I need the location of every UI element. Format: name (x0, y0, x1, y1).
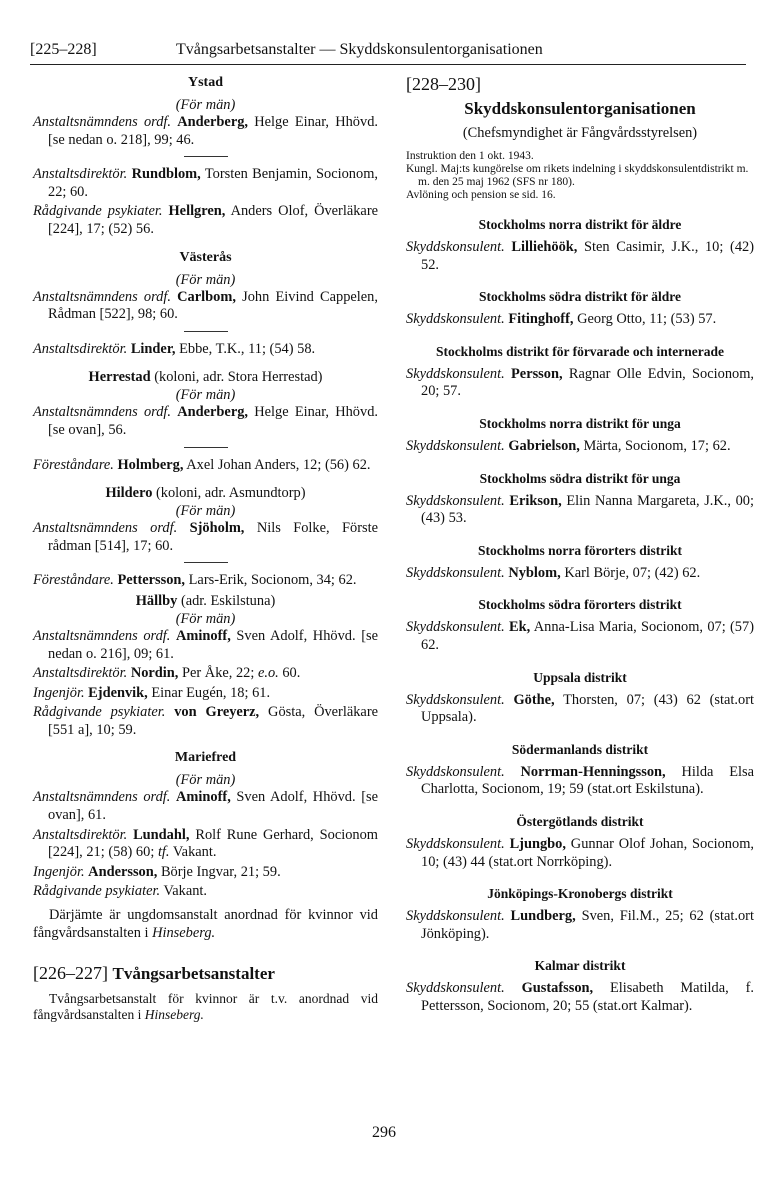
vasteras-entry-chair: Anstaltsnämndens ordf. Carlbom, John Eivind Cappelen, Rådman [522], 98; 60. (33, 288, 378, 323)
hallby-entry-chair: Anstaltsnämndens ordf. Aminoff, Sven Adolf, Hhövd. [se nedan o. 216], 09; 61. (33, 627, 378, 662)
district-block (406, 288, 754, 329)
ystad-entry-director: Anstaltsdirektör. Rundblom, Torsten Benjamin, Socionom, 22; 60. (33, 166, 378, 200)
district-block (406, 813, 754, 871)
district-list (406, 216, 754, 1015)
running-head (30, 40, 746, 64)
district-entry: Skyddskonsulent. Persson, Ragnar Olle Edvin, Socionom, 20; 57. (406, 365, 754, 400)
district-entry: Skyddskonsulent. Ljungbo, Gunnar Olof Johan, Socionom, 10; (43) 44 (stat.ort Norrköping). (406, 835, 754, 870)
district-block (406, 885, 754, 943)
district-entry: Skyddskonsulent. Gustafsson, Elisabeth Matilda, f. Pettersson, Socionom, 20; 55 (stat.ort Kalmar). (406, 980, 754, 1014)
district-block (406, 415, 754, 456)
herrestad-entry-chair: Anstaltsnämndens ordf. Anderberg, Helge Einar, Hhövd. [se ovan], 56. (33, 404, 378, 438)
left-column (33, 74, 378, 1029)
district-block (406, 216, 754, 274)
hildero-entry-chair: Anstaltsnämndens ordf. Sjöholm, Nils Folke, Förste rådman [514], 17; 60. (33, 520, 378, 554)
mariefred-entry-director: Anstaltsdirektör. Lundahl, Rolf Rune Gerhard, Socionom [224], 21; (58) 60; tf. Vakant. (33, 826, 378, 861)
header-rule (30, 64, 746, 65)
district-title: Stockholms norra distrikt för äldre (478, 217, 682, 232)
vasteras-heading: Västerås (179, 249, 232, 265)
district-entry: Skyddskonsulent. Lilliehöök, Sten Casimir, J.K., 10; (42) 52. (406, 239, 754, 273)
section-subtitle-228: (Chefsmyndighet är Fångvårdsstyrelsen) (462, 125, 698, 141)
vasteras-subheading: (För män) (175, 271, 236, 288)
divider (184, 447, 228, 448)
divider (184, 331, 228, 332)
running-head-pages: [225–228] (30, 41, 97, 58)
district-block (406, 470, 754, 528)
hallby-entry-director: Anstaltsdirektör. Nordin, Per Åke, 22; e.o. 60. (33, 665, 301, 682)
mariefred-subheading: (För män) (175, 772, 236, 789)
district-title: Stockholms norra distrikt för unga (479, 415, 681, 431)
ystad-entry-psychiatrist: Rådgivande psykiater. Hellgren, Anders Olof, Överläkare [224], 17; (52) 56. (33, 203, 379, 237)
district-title: Södermanlands distrikt (511, 741, 649, 757)
district-title: Jönköpings-Kronobergs distrikt (487, 886, 673, 902)
regulation-note: Kungl. Maj:ts kungörelse om rikets indelning i skyddskonsulentdistrikt m. m. den 25 maj 1962 (SFS nr 180). (406, 163, 749, 188)
hallby-entry-psychiatrist: Rådgivande psykiater. von Greyerz, Gösta, Överläkare [551 a], 10; 59. (33, 704, 378, 738)
ystad-subheading: (För män) (175, 97, 236, 113)
district-block (406, 957, 754, 1015)
district-entry: Skyddskonsulent. Erikson, Elin Nanna Margareta, J.K., 00; (43) 53. (406, 492, 754, 527)
hallby-subheading: (För män) (175, 610, 236, 627)
regulation-note: Avlöning och pension se sid. 16. (406, 189, 556, 201)
district-entry: Skyddskonsulent. Nyblom, Karl Börje, 07; (42) 62. (406, 564, 701, 581)
district-title: Stockholms norra förorters distrikt (477, 542, 683, 558)
district-entry: Skyddskonsulent. Fitinghoff, Georg Otto, 11; (53) 57. (406, 311, 717, 328)
district-entry: Skyddskonsulent. Gabrielson, Märta, Socionom, 17; 62. (406, 437, 731, 454)
running-head-title: Tvångsarbetsanstalter — Skyddskonsulentorganisationen (176, 41, 543, 58)
ystad-entry-chair: Anstaltsnämndens ordf. Anderberg, Helge Einar, Hhövd. [se nedan o. 218], 99; 46. (33, 114, 378, 148)
divider (184, 156, 228, 157)
section-title-228: Skyddskonsulentorganisationen (464, 99, 696, 118)
district-entry: Skyddskonsulent. Norrman-Henningsson, Hilda Elsa Charlotta, Socionom, 19; 59 (stat.ort Eskilstuna). (406, 763, 754, 798)
regulation-note: Instruktion den 1 okt. 1943. (406, 150, 534, 162)
hildero-heading: Hildero (koloni, adr. Asmundtorp) (105, 485, 306, 502)
district-title: Stockholms södra distrikt för äldre (478, 289, 681, 305)
district-title: Stockholms södra förorters distrikt (478, 597, 682, 613)
district-entry: Skyddskonsulent. Ek, Anna-Lisa Maria, Socionom, 07; (57) 62. (406, 619, 754, 653)
herrestad-subheading: (För män) (175, 387, 236, 404)
hallby-heading: Hällby (adr. Eskilstuna) (135, 592, 276, 609)
mariefred-entry-psychiatrist: Rådgivande psykiater. Vakant. (33, 883, 207, 900)
district-entry: Skyddskonsulent. Lundberg, Sven, Fil.M., 25; 62 (stat.ort Jönköping). (406, 908, 754, 942)
hildero-entry-manager: Föreståndare. Pettersson, Lars-Erik, Socionom, 34; 62. (33, 572, 357, 589)
district-block (406, 542, 754, 583)
herrestad-entry-manager: Föreståndare. Holmberg, Axel Johan Anders, 12; (56) 62. (33, 456, 371, 473)
district-title: Kalmar distrikt (534, 958, 626, 974)
ystad-heading: Ystad (187, 75, 223, 90)
vasteras-entry-director: Anstaltsdirektör. Linder, Ebbe, T.K., 11; (54) 58. (33, 340, 316, 357)
youth-institution-note: Därjämte är ungdomsanstalt anordnad för kvinnor vid fångvårdsanstalten i Hinseberg. (33, 907, 378, 941)
district-block (406, 741, 754, 799)
hildero-subheading: (För män) (175, 503, 236, 520)
district-title: Uppsala distrikt (533, 669, 627, 685)
district-title: Stockholms distrikt för förvarade och internerade (435, 343, 725, 359)
mariefred-heading: Mariefred (174, 750, 237, 766)
herrestad-heading: Herrestad (koloni, adr. Stora Herrestad) (88, 369, 323, 386)
district-block (406, 669, 754, 727)
district-title: Stockholms södra distrikt för unga (479, 470, 681, 486)
district-block (406, 596, 754, 654)
district-title: Östergötlands distrikt (516, 813, 644, 829)
page-number: 296 (372, 1124, 396, 1141)
right-column (406, 74, 754, 1017)
district-entry: Skyddskonsulent. Göthe, Thorsten, 07; (43) 62 (stat.ort Uppsala). (406, 691, 754, 726)
forced-labour-note: Tvångsarbetsanstalt för kvinnor är t.v. anordnad vid fångvårdsanstalten i Hinseberg. (33, 991, 378, 1023)
hallby-entry-engineer: Ingenjör. Ejdenvik, Einar Eugén, 18; 61. (33, 684, 271, 701)
section-heading-226: [226–227] Tvångsarbetsanstalter (33, 963, 275, 984)
mariefred-entry-chair: Anstaltsnämndens ordf. Aminoff, Sven Adolf, Hhövd. [se ovan], 61. (33, 789, 378, 824)
divider (184, 562, 228, 563)
mariefred-entry-engineer: Ingenjör. Andersson, Börje Ingvar, 21; 59. (33, 863, 281, 880)
section-number-228: [228–230] (406, 74, 481, 94)
district-block (406, 343, 754, 401)
